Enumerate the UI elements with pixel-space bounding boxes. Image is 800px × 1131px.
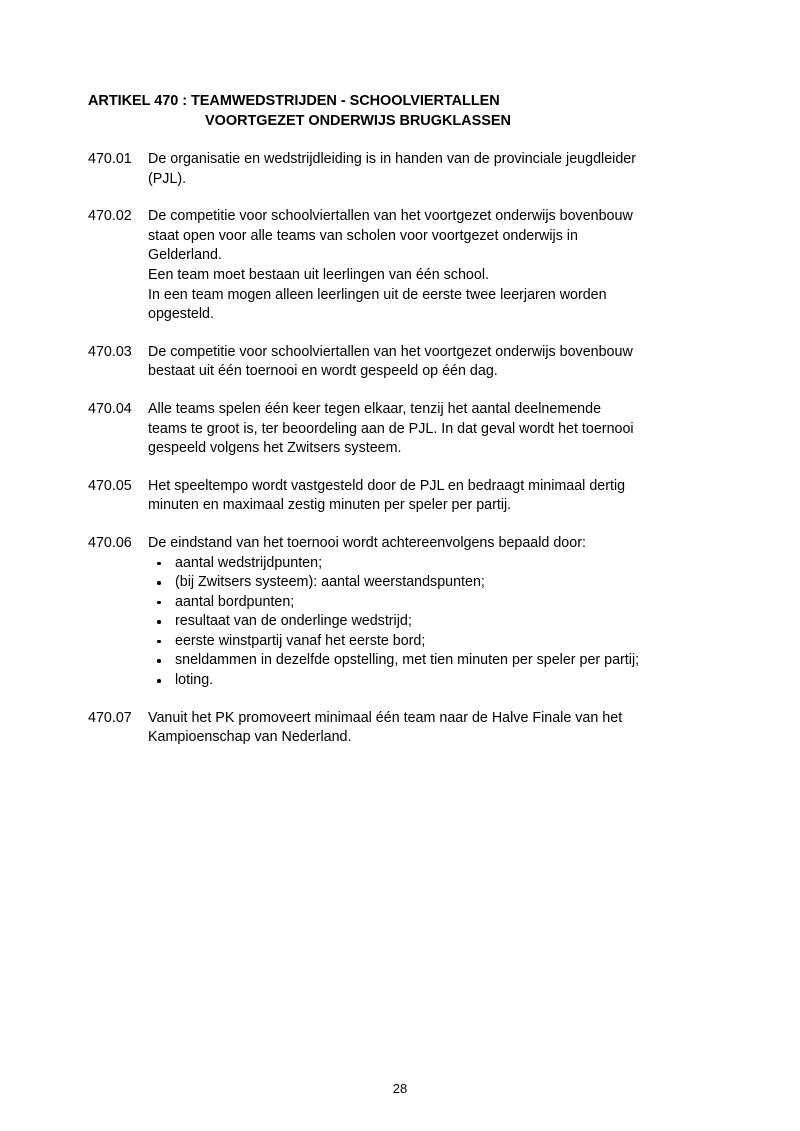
list-item: [148, 671, 708, 691]
article-text-line: bestaat uit één toernooi en wordt gespeeld op één dag.: [148, 363, 498, 380]
article-470-01: [88, 150, 708, 189]
bullet-dot-icon: [157, 562, 161, 566]
article-number: 470.06: [88, 534, 132, 551]
article-text-line: De competitie voor schoolviertallen van het voortgezet onderwijs bovenbouw: [148, 343, 633, 360]
article-number: 470.05: [88, 477, 132, 494]
article-text-line: Een team moet bestaan uit leerlingen van één school.: [148, 266, 489, 283]
list-item-label: loting.: [175, 672, 214, 689]
list-item: [148, 612, 708, 632]
list-item: [148, 651, 708, 671]
bullet-dot-icon: [157, 601, 161, 605]
list-item-label: sneldammen in dezelfde opstelling, met tien minuten per speler per partij;: [175, 652, 640, 669]
article-text-line: opgesteld.: [148, 306, 214, 323]
article-body: [148, 709, 708, 748]
article-bullet-list: [148, 554, 708, 691]
list-item: [148, 573, 708, 593]
article-list: [88, 150, 708, 748]
article-470-06: [88, 534, 708, 691]
bullet-dot-icon: [157, 640, 161, 644]
article-number: 470.02: [88, 208, 132, 225]
bullet-dot-icon: [157, 581, 161, 585]
list-item: [148, 593, 708, 613]
list-item-label: eerste winstpartij vanaf het eerste bord;: [175, 632, 426, 649]
article-number: 470.01: [88, 151, 132, 167]
list-item-label: resultaat van de onderlinge wedstrijd;: [175, 613, 412, 630]
article-text-line: staat open voor alle teams van scholen voor voortgezet onderwijs in: [148, 227, 578, 244]
list-item: [148, 554, 708, 574]
article-text-line: De organisatie en wedstrijdleiding is in handen van de provinciale jeugdleider: [148, 151, 636, 167]
article-text-line: Gelderland.: [148, 247, 222, 264]
article-text-line: Het speeltempo wordt vastgesteld door de PJL en bedraagt minimaal dertig: [148, 477, 626, 494]
article-470-02: [88, 207, 708, 325]
article-470-05: [88, 477, 708, 516]
page-title: [88, 91, 712, 131]
footer-page-number: 28: [392, 1081, 408, 1096]
article-text-line: Alle teams spelen één keer tegen elkaar, tenzij het aantal deelnemende: [148, 400, 602, 417]
article-text-line: De competitie voor schoolviertallen van het voortgezet onderwijs bovenbouw: [148, 208, 633, 225]
article-470-07: [88, 709, 708, 748]
article-text-line: minuten en maximaal zestig minuten per speler per partij.: [148, 497, 512, 514]
article-body: [148, 343, 708, 382]
page-title-line-1: ARTIKEL 470 : TEAMWEDSTRIJDEN - SCHOOLVIERTALLEN: [88, 93, 500, 109]
article-text-line: gespeeld volgens het Zwitsers systeem.: [148, 440, 402, 457]
article-number: 470.04: [88, 400, 132, 417]
article-text-line: teams te groot is, ter beoordeling aan de PJL. In dat geval wordt het toernooi: [148, 420, 634, 437]
article-body: [148, 477, 708, 516]
article-470-03: [88, 343, 708, 382]
bullet-dot-icon: [157, 659, 161, 663]
article-body: [148, 534, 708, 691]
article-text-line: (PJL).: [148, 170, 187, 187]
page-title-line-2: VOORTGEZET ONDERWIJS BRUGKLASSEN: [205, 113, 511, 129]
article-number: 470.07: [88, 709, 132, 726]
article-text-line: De eindstand van het toernooi wordt achtereenvolgens bepaald door:: [148, 534, 586, 551]
bullet-dot-icon: [157, 679, 161, 683]
article-text-line: Vanuit het PK promoveert minimaal één team naar de Halve Finale van het: [148, 709, 623, 726]
bullet-dot-icon: [157, 620, 161, 624]
article-body: [148, 150, 708, 189]
article-470-04: [88, 400, 708, 459]
list-item-label: aantal wedstrijdpunten;: [175, 554, 323, 571]
article-text-line: Kampioenschap van Nederland.: [148, 729, 352, 746]
article-number: 470.03: [88, 343, 132, 360]
list-item-label: aantal bordpunten;: [175, 593, 295, 610]
article-text-line: In een team mogen alleen leerlingen uit de eerste twee leerjaren worden: [148, 286, 607, 303]
article-body: [148, 207, 708, 325]
article-body: [148, 400, 708, 459]
list-item-label: (bij Zwitsers systeem): aantal weerstandspunten;: [175, 574, 485, 591]
list-item: [148, 632, 708, 652]
